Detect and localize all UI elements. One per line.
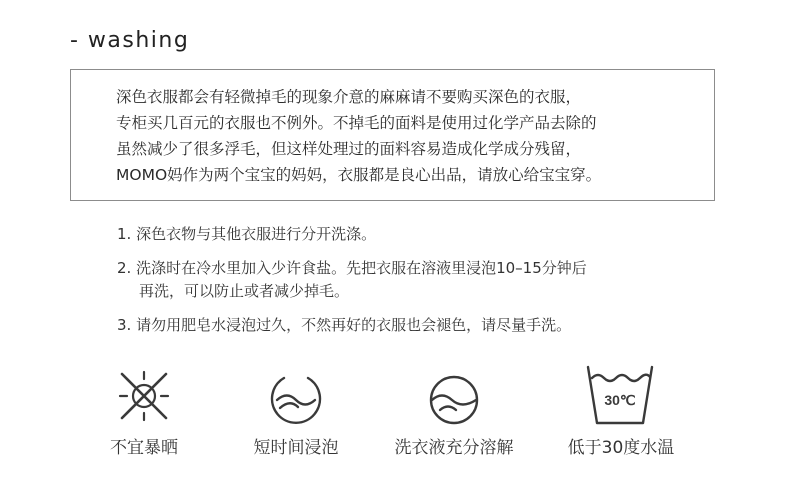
care-label-no-sun: 不宜暴晒 [110, 438, 178, 458]
step-1: 1. 深色衣物与其他衣服进行分开洗涤。 [117, 225, 377, 243]
notice-line: 专柜买几百元的衣服也不例外。不掉毛的面料是使用过化学产品去除的 [116, 114, 597, 132]
care-label-dissolve: 洗衣液充分溶解 [394, 438, 514, 458]
notice-line: MOMO妈作为两个宝宝的妈妈，衣服都是良心出品，请放心给宝宝穿。 [116, 166, 602, 184]
notice-line: 虽然减少了很多浮毛，但这样处理过的面料容易造成化学成分残留， [116, 140, 582, 158]
care-label-short-soak: 短时间浸泡 [253, 438, 339, 458]
step-2: 2. 洗涤时在冷水里加入少许食盐。先把衣服在溶液里浸泡10–15分钟后 [117, 259, 587, 277]
wash-30c-icon [584, 363, 656, 429]
no-sun-exposure-icon [114, 366, 174, 426]
short-soak-icon [268, 370, 324, 426]
notice-box [70, 69, 715, 201]
tub-temperature-text: 30℃ [604, 392, 636, 408]
section-title: - washing [70, 28, 190, 53]
step-3: 3. 请勿用肥皂水浸泡过久，不然再好的衣服也会褪色，请尽量手洗。 [117, 316, 572, 334]
step-2-continuation: 再洗，可以防止或者减少掉毛。 [139, 282, 350, 300]
care-label-wash-30c: 低于30度水温 [567, 438, 675, 458]
dissolve-detergent-icon [426, 372, 482, 428]
notice-line: 深色衣服都会有轻微掉毛的现象介意的麻麻请不要购买深色的衣服， [116, 88, 582, 106]
